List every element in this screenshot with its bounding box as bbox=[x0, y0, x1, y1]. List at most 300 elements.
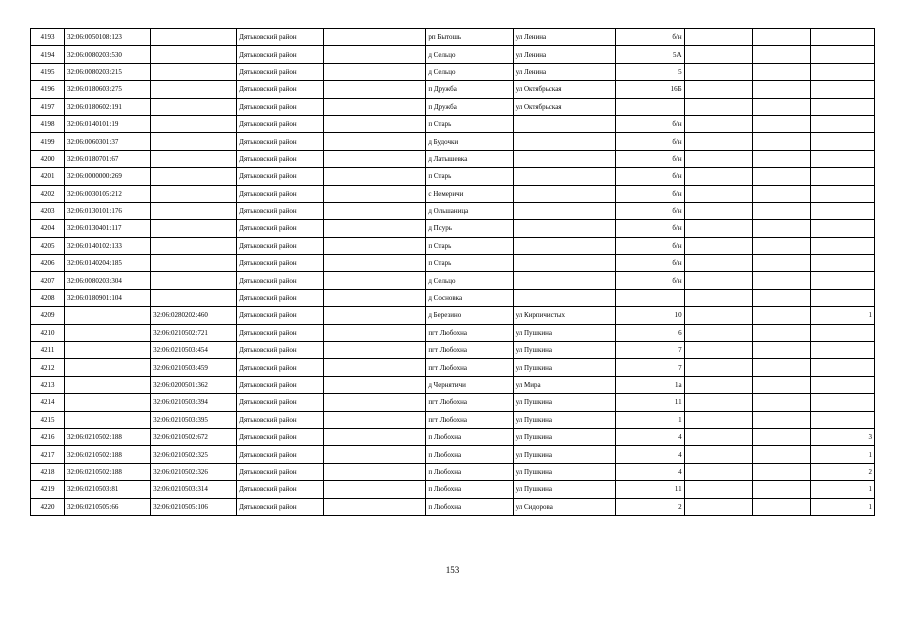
district-cell: Дятьковский район bbox=[237, 133, 324, 150]
house-number-cell: б/н bbox=[615, 115, 684, 132]
object-cadastral-number-cell bbox=[151, 168, 237, 185]
cadastral-number-cell bbox=[64, 394, 150, 411]
street-cell bbox=[513, 168, 615, 185]
house-number-cell: б/н bbox=[615, 255, 684, 272]
street-cell: ул Сидорова bbox=[513, 498, 615, 515]
blank-cell bbox=[752, 237, 811, 254]
table-row bbox=[31, 272, 875, 289]
blank-cell bbox=[752, 307, 811, 324]
table-row bbox=[31, 81, 875, 98]
house-number-cell: 6 bbox=[615, 324, 684, 341]
blank-cell bbox=[324, 81, 426, 98]
settlement-cell: д Чернятичи bbox=[426, 376, 513, 393]
street-cell: ул Пушкина bbox=[513, 342, 615, 359]
object-cadastral-number-cell bbox=[151, 81, 237, 98]
table-row bbox=[31, 446, 875, 463]
street-cell: ул Пушкина bbox=[513, 446, 615, 463]
table-row bbox=[31, 63, 875, 80]
settlement-cell: д Сосновка bbox=[426, 289, 513, 306]
settlement-cell: п Любохна bbox=[426, 446, 513, 463]
cadastral-number-cell: 32:06:0080203:215 bbox=[64, 63, 150, 80]
object-cadastral-number-cell bbox=[151, 46, 237, 63]
blank-cell bbox=[324, 359, 426, 376]
house-number-cell: 4 bbox=[615, 463, 684, 480]
blank-cell bbox=[684, 150, 752, 167]
table-row bbox=[31, 46, 875, 63]
settlement-cell: п Дружба bbox=[426, 81, 513, 98]
row-number-cell: 4207 bbox=[31, 272, 65, 289]
blank-cell bbox=[752, 255, 811, 272]
row-number-cell: 4218 bbox=[31, 463, 65, 480]
settlement-cell: п Любохна bbox=[426, 498, 513, 515]
object-cadastral-number-cell bbox=[151, 29, 237, 46]
apartment-cell bbox=[811, 376, 875, 393]
blank-cell bbox=[752, 289, 811, 306]
settlement-cell: д Сельцо bbox=[426, 46, 513, 63]
district-cell: Дятьковский район bbox=[237, 376, 324, 393]
district-cell: Дятьковский район bbox=[237, 168, 324, 185]
blank-cell bbox=[752, 324, 811, 341]
cadastral-number-cell: 32:06:0180701:67 bbox=[64, 150, 150, 167]
cadastral-number-cell: 32:06:0050108:123 bbox=[64, 29, 150, 46]
street-cell: ул Пушкина bbox=[513, 481, 615, 498]
table-row bbox=[31, 324, 875, 341]
cadastral-number-cell: 32:06:0140102:133 bbox=[64, 237, 150, 254]
street-cell bbox=[513, 272, 615, 289]
house-number-cell: б/н bbox=[615, 202, 684, 219]
street-cell: ул Пушкина bbox=[513, 411, 615, 428]
row-number-cell: 4215 bbox=[31, 411, 65, 428]
street-cell: ул Пушкина bbox=[513, 463, 615, 480]
district-cell: Дятьковский район bbox=[237, 481, 324, 498]
object-cadastral-number-cell: 32:06:0210502:721 bbox=[151, 324, 237, 341]
blank-cell bbox=[684, 133, 752, 150]
blank-cell bbox=[684, 237, 752, 254]
blank-cell bbox=[324, 202, 426, 219]
object-cadastral-number-cell bbox=[151, 150, 237, 167]
blank-cell bbox=[684, 98, 752, 115]
apartment-cell bbox=[811, 98, 875, 115]
cadastral-number-cell: 32:06:0030105:212 bbox=[64, 185, 150, 202]
cadastral-number-cell: 32:06:0130401:117 bbox=[64, 220, 150, 237]
street-cell bbox=[513, 255, 615, 272]
table-row bbox=[31, 289, 875, 306]
street-cell: ул Октябрьская bbox=[513, 98, 615, 115]
apartment-cell bbox=[811, 394, 875, 411]
settlement-cell: пгт Любохна bbox=[426, 359, 513, 376]
blank-cell bbox=[324, 185, 426, 202]
cadastral-number-cell: 32:06:0130101:176 bbox=[64, 202, 150, 219]
blank-cell bbox=[684, 307, 752, 324]
apartment-cell bbox=[811, 115, 875, 132]
district-cell: Дятьковский район bbox=[237, 81, 324, 98]
cadastral-number-cell: 32:06:0210502:188 bbox=[64, 446, 150, 463]
house-number-cell: б/н bbox=[615, 237, 684, 254]
table-row bbox=[31, 237, 875, 254]
table-row bbox=[31, 463, 875, 480]
object-cadastral-number-cell bbox=[151, 237, 237, 254]
cadastral-number-cell: 32:06:0210502:188 bbox=[64, 428, 150, 445]
object-cadastral-number-cell: 32:06:0280202:460 bbox=[151, 307, 237, 324]
row-number-cell: 4204 bbox=[31, 220, 65, 237]
apartment-cell: 1 bbox=[811, 446, 875, 463]
cadastral-number-cell: 32:06:0140204:185 bbox=[64, 255, 150, 272]
house-number-cell: 11 bbox=[615, 481, 684, 498]
object-cadastral-number-cell: 32:06:0200501:362 bbox=[151, 376, 237, 393]
object-cadastral-number-cell bbox=[151, 98, 237, 115]
row-number-cell: 4197 bbox=[31, 98, 65, 115]
street-cell bbox=[513, 237, 615, 254]
blank-cell bbox=[684, 481, 752, 498]
apartment-cell bbox=[811, 46, 875, 63]
blank-cell bbox=[324, 428, 426, 445]
blank-cell bbox=[684, 411, 752, 428]
house-number-cell: 5 bbox=[615, 63, 684, 80]
row-number-cell: 4206 bbox=[31, 255, 65, 272]
object-cadastral-number-cell: 32:06:0210502:325 bbox=[151, 446, 237, 463]
settlement-cell: пгт Любохна bbox=[426, 411, 513, 428]
blank-cell bbox=[324, 133, 426, 150]
cadastral-number-cell: 32:06:0080203:530 bbox=[64, 46, 150, 63]
house-number-cell: 4 bbox=[615, 428, 684, 445]
district-cell: Дятьковский район bbox=[237, 115, 324, 132]
blank-cell bbox=[684, 63, 752, 80]
house-number-cell: 10 bbox=[615, 307, 684, 324]
row-number-cell: 4195 bbox=[31, 63, 65, 80]
district-cell: Дятьковский район bbox=[237, 220, 324, 237]
settlement-cell: д Псурь bbox=[426, 220, 513, 237]
row-number-cell: 4212 bbox=[31, 359, 65, 376]
cadastral-number-cell bbox=[64, 376, 150, 393]
cadastral-number-cell: 32:06:0180603:275 bbox=[64, 81, 150, 98]
blank-cell bbox=[684, 428, 752, 445]
blank-cell bbox=[324, 255, 426, 272]
row-number-cell: 4209 bbox=[31, 307, 65, 324]
apartment-cell bbox=[811, 168, 875, 185]
settlement-cell: д Сельцо bbox=[426, 272, 513, 289]
blank-cell bbox=[324, 63, 426, 80]
settlement-cell: п Старь bbox=[426, 255, 513, 272]
blank-cell bbox=[684, 359, 752, 376]
blank-cell bbox=[752, 342, 811, 359]
settlement-cell: п Любохна bbox=[426, 463, 513, 480]
blank-cell bbox=[684, 272, 752, 289]
apartment-cell: 3 bbox=[811, 428, 875, 445]
cadastral-number-cell: 32:06:0180901:104 bbox=[64, 289, 150, 306]
table-row bbox=[31, 307, 875, 324]
object-cadastral-number-cell bbox=[151, 133, 237, 150]
row-number-cell: 4202 bbox=[31, 185, 65, 202]
district-cell: Дятьковский район bbox=[237, 46, 324, 63]
apartment-cell bbox=[811, 185, 875, 202]
object-cadastral-number-cell bbox=[151, 115, 237, 132]
blank-cell bbox=[684, 202, 752, 219]
table-row bbox=[31, 342, 875, 359]
street-cell bbox=[513, 202, 615, 219]
row-number-cell: 4213 bbox=[31, 376, 65, 393]
district-cell: Дятьковский район bbox=[237, 98, 324, 115]
blank-cell bbox=[324, 115, 426, 132]
blank-cell bbox=[684, 185, 752, 202]
cadastral-number-cell: 32:06:0060301:37 bbox=[64, 133, 150, 150]
street-cell bbox=[513, 150, 615, 167]
object-cadastral-number-cell bbox=[151, 63, 237, 80]
house-number-cell: б/н bbox=[615, 168, 684, 185]
district-cell: Дятьковский район bbox=[237, 185, 324, 202]
cadastral-number-cell bbox=[64, 307, 150, 324]
cadastral-number-cell: 32:06:0210502:188 bbox=[64, 463, 150, 480]
object-cadastral-number-cell bbox=[151, 220, 237, 237]
district-cell: Дятьковский район bbox=[237, 307, 324, 324]
row-number-cell: 4193 bbox=[31, 29, 65, 46]
district-cell: Дятьковский район bbox=[237, 272, 324, 289]
cadastral-number-cell: 32:06:0000000:269 bbox=[64, 168, 150, 185]
apartment-cell bbox=[811, 324, 875, 341]
district-cell: Дятьковский район bbox=[237, 428, 324, 445]
settlement-cell: п Старь bbox=[426, 115, 513, 132]
district-cell: Дятьковский район bbox=[237, 289, 324, 306]
row-number-cell: 4210 bbox=[31, 324, 65, 341]
apartment-cell bbox=[811, 411, 875, 428]
apartment-cell bbox=[811, 150, 875, 167]
blank-cell bbox=[684, 29, 752, 46]
street-cell bbox=[513, 289, 615, 306]
row-number-cell: 4214 bbox=[31, 394, 65, 411]
blank-cell bbox=[752, 150, 811, 167]
district-cell: Дятьковский район bbox=[237, 63, 324, 80]
blank-cell bbox=[324, 289, 426, 306]
blank-cell bbox=[324, 98, 426, 115]
cadastral-number-cell bbox=[64, 324, 150, 341]
street-cell: ул Пушкина bbox=[513, 359, 615, 376]
settlement-cell: рп Бытошь bbox=[426, 29, 513, 46]
table-row bbox=[31, 411, 875, 428]
row-number-cell: 4208 bbox=[31, 289, 65, 306]
street-cell bbox=[513, 185, 615, 202]
blank-cell bbox=[752, 220, 811, 237]
settlement-cell: п Старь bbox=[426, 237, 513, 254]
table-row bbox=[31, 150, 875, 167]
row-number-cell: 4211 bbox=[31, 342, 65, 359]
apartment-cell bbox=[811, 220, 875, 237]
registry-table bbox=[30, 28, 875, 516]
house-number-cell: б/н bbox=[615, 133, 684, 150]
cadastral-number-cell: 32:06:0210503:81 bbox=[64, 481, 150, 498]
district-cell: Дятьковский район bbox=[237, 394, 324, 411]
blank-cell bbox=[324, 446, 426, 463]
table-row bbox=[31, 376, 875, 393]
blank-cell bbox=[324, 342, 426, 359]
row-number-cell: 4217 bbox=[31, 446, 65, 463]
row-number-cell: 4201 bbox=[31, 168, 65, 185]
settlement-cell: п Любохна bbox=[426, 428, 513, 445]
cadastral-number-cell: 32:06:0140101:19 bbox=[64, 115, 150, 132]
street-cell bbox=[513, 220, 615, 237]
row-number-cell: 4196 bbox=[31, 81, 65, 98]
settlement-cell: с Немеричи bbox=[426, 185, 513, 202]
blank-cell bbox=[324, 46, 426, 63]
district-cell: Дятьковский район bbox=[237, 324, 324, 341]
object-cadastral-number-cell: 32:06:0210503:395 bbox=[151, 411, 237, 428]
district-cell: Дятьковский район bbox=[237, 255, 324, 272]
street-cell: ул Пушкина bbox=[513, 428, 615, 445]
blank-cell bbox=[752, 498, 811, 515]
blank-cell bbox=[752, 29, 811, 46]
blank-cell bbox=[752, 185, 811, 202]
row-number-cell: 4216 bbox=[31, 428, 65, 445]
apartment-cell bbox=[811, 289, 875, 306]
district-cell: Дятьковский район bbox=[237, 411, 324, 428]
apartment-cell: 1 bbox=[811, 498, 875, 515]
blank-cell bbox=[752, 411, 811, 428]
object-cadastral-number-cell: 32:06:0210502:672 bbox=[151, 428, 237, 445]
street-cell bbox=[513, 115, 615, 132]
row-number-cell: 4200 bbox=[31, 150, 65, 167]
apartment-cell bbox=[811, 342, 875, 359]
table-row bbox=[31, 394, 875, 411]
blank-cell bbox=[752, 46, 811, 63]
cadastral-number-cell bbox=[64, 342, 150, 359]
table-row bbox=[31, 133, 875, 150]
object-cadastral-number-cell bbox=[151, 185, 237, 202]
house-number-cell: б/н bbox=[615, 272, 684, 289]
house-number-cell bbox=[615, 289, 684, 306]
settlement-cell: д Сельцо bbox=[426, 63, 513, 80]
object-cadastral-number-cell: 32:06:0210503:314 bbox=[151, 481, 237, 498]
blank-cell bbox=[752, 428, 811, 445]
house-number-cell: б/н bbox=[615, 150, 684, 167]
house-number-cell: 5А bbox=[615, 46, 684, 63]
blank-cell bbox=[324, 307, 426, 324]
table-row bbox=[31, 481, 875, 498]
apartment-cell bbox=[811, 81, 875, 98]
blank-cell bbox=[752, 202, 811, 219]
blank-cell bbox=[324, 237, 426, 254]
blank-cell bbox=[752, 168, 811, 185]
house-number-cell: 11 bbox=[615, 394, 684, 411]
object-cadastral-number-cell: 32:06:0210503:454 bbox=[151, 342, 237, 359]
apartment-cell bbox=[811, 359, 875, 376]
apartment-cell bbox=[811, 237, 875, 254]
blank-cell bbox=[684, 168, 752, 185]
table-row bbox=[31, 255, 875, 272]
blank-cell bbox=[324, 376, 426, 393]
house-number-cell: 1 bbox=[615, 411, 684, 428]
object-cadastral-number-cell: 32:06:0210502:326 bbox=[151, 463, 237, 480]
blank-cell bbox=[752, 133, 811, 150]
street-cell: ул Пушкина bbox=[513, 324, 615, 341]
blank-cell bbox=[324, 394, 426, 411]
blank-cell bbox=[324, 498, 426, 515]
district-cell: Дятьковский район bbox=[237, 150, 324, 167]
blank-cell bbox=[684, 289, 752, 306]
blank-cell bbox=[684, 220, 752, 237]
row-number-cell: 4220 bbox=[31, 498, 65, 515]
street-cell bbox=[513, 133, 615, 150]
blank-cell bbox=[684, 463, 752, 480]
settlement-cell: пгт Любохна bbox=[426, 324, 513, 341]
street-cell: ул Мира bbox=[513, 376, 615, 393]
blank-cell bbox=[324, 150, 426, 167]
settlement-cell: пгт Любохна bbox=[426, 394, 513, 411]
district-cell: Дятьковский район bbox=[237, 29, 324, 46]
cadastral-number-cell bbox=[64, 411, 150, 428]
apartment-cell: 1 bbox=[811, 307, 875, 324]
settlement-cell: д Березино bbox=[426, 307, 513, 324]
settlement-cell: пгт Любохна bbox=[426, 342, 513, 359]
page-number: 153 bbox=[445, 565, 460, 575]
table-row bbox=[31, 428, 875, 445]
table-row bbox=[31, 220, 875, 237]
apartment-cell bbox=[811, 255, 875, 272]
blank-cell bbox=[684, 394, 752, 411]
table-row bbox=[31, 202, 875, 219]
cadastral-number-cell: 32:06:0180602:191 bbox=[64, 98, 150, 115]
row-number-cell: 4203 bbox=[31, 202, 65, 219]
blank-cell bbox=[752, 463, 811, 480]
apartment-cell bbox=[811, 63, 875, 80]
blank-cell bbox=[684, 324, 752, 341]
street-cell: ул Октябрьская bbox=[513, 81, 615, 98]
street-cell: ул Ленина bbox=[513, 63, 615, 80]
settlement-cell: д Ольшаница bbox=[426, 202, 513, 219]
blank-cell bbox=[752, 98, 811, 115]
cadastral-number-cell bbox=[64, 359, 150, 376]
settlement-cell: п Старь bbox=[426, 168, 513, 185]
house-number-cell: 7 bbox=[615, 342, 684, 359]
row-number-cell: 4219 bbox=[31, 481, 65, 498]
house-number-cell bbox=[615, 98, 684, 115]
cadastral-number-cell: 32:06:0210505:66 bbox=[64, 498, 150, 515]
table-row bbox=[31, 168, 875, 185]
row-number-cell: 4199 bbox=[31, 133, 65, 150]
blank-cell bbox=[752, 481, 811, 498]
table-row bbox=[31, 359, 875, 376]
house-number-cell: 16Б bbox=[615, 81, 684, 98]
street-cell: ул Кирпичистых bbox=[513, 307, 615, 324]
settlement-cell: д Латышевка bbox=[426, 150, 513, 167]
apartment-cell: 1 bbox=[811, 481, 875, 498]
blank-cell bbox=[684, 81, 752, 98]
blank-cell bbox=[684, 376, 752, 393]
district-cell: Дятьковский район bbox=[237, 202, 324, 219]
cadastral-number-cell: 32:06:0080203:304 bbox=[64, 272, 150, 289]
table-row bbox=[31, 115, 875, 132]
blank-cell bbox=[684, 255, 752, 272]
blank-cell bbox=[324, 220, 426, 237]
row-number-cell: 4198 bbox=[31, 115, 65, 132]
blank-cell bbox=[684, 115, 752, 132]
blank-cell bbox=[752, 115, 811, 132]
street-cell: ул Ленина bbox=[513, 46, 615, 63]
blank-cell bbox=[324, 324, 426, 341]
table-row bbox=[31, 98, 875, 115]
table-row bbox=[31, 185, 875, 202]
house-number-cell: 7 bbox=[615, 359, 684, 376]
apartment-cell: 2 bbox=[811, 463, 875, 480]
blank-cell bbox=[684, 46, 752, 63]
blank-cell bbox=[752, 394, 811, 411]
blank-cell bbox=[684, 498, 752, 515]
street-cell: ул Пушкина bbox=[513, 394, 615, 411]
blank-cell bbox=[752, 81, 811, 98]
table-row bbox=[31, 29, 875, 46]
apartment-cell bbox=[811, 272, 875, 289]
house-number-cell: 4 bbox=[615, 446, 684, 463]
object-cadastral-number-cell bbox=[151, 255, 237, 272]
apartment-cell bbox=[811, 133, 875, 150]
district-cell: Дятьковский район bbox=[237, 498, 324, 515]
